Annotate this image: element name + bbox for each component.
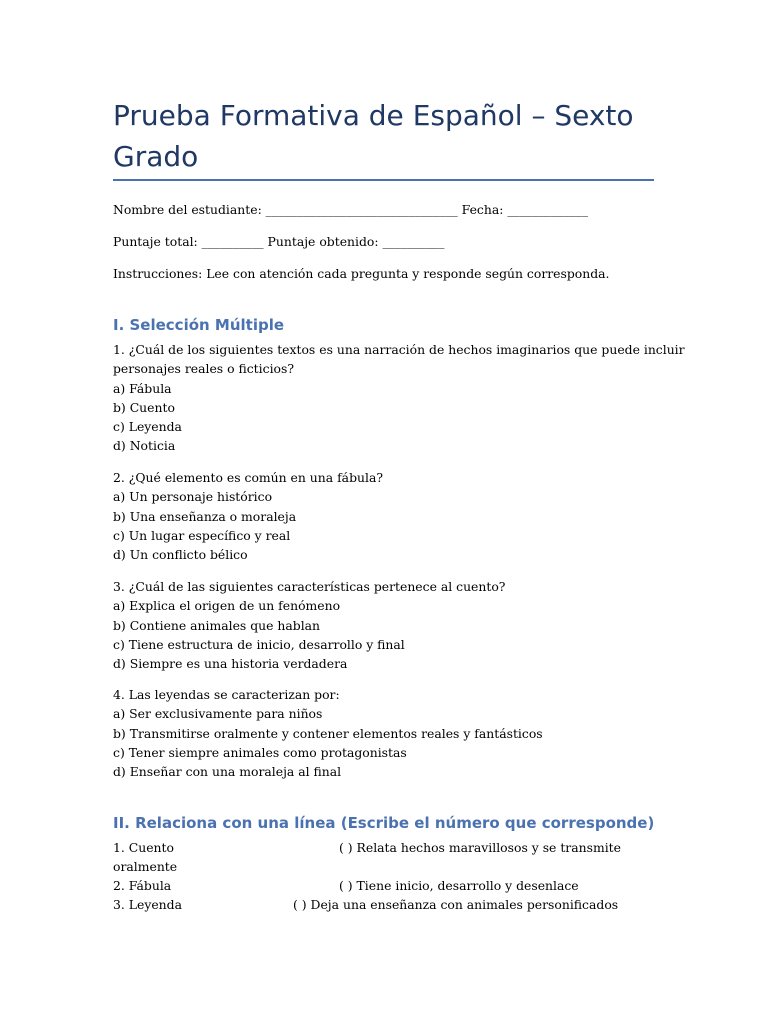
page-title: Prueba Formativa de Español – Sexto Grado	[113, 99, 634, 173]
question-text: 4. Las leyendas se caracterizan por:	[113, 687, 340, 702]
match-right-item: ( ) Deja una enseñanza con animales personificados	[293, 897, 619, 912]
match-right-item: ( ) Tiene inicio, desarrollo y desenlace	[339, 878, 579, 893]
option-a: a) Fábula	[113, 380, 172, 396]
match-left-item: 1. Cuento	[113, 840, 174, 855]
question-3	[113, 577, 505, 673]
option-b: b) Contiene animales que hablan	[113, 617, 321, 633]
question-text-continued: personajes reales o ficticios?	[113, 361, 294, 377]
section-heading-matching: II. Relaciona con una línea (Escribe el número que corresponde)	[113, 814, 655, 832]
match-right-item-continued: oralmente	[113, 859, 178, 874]
question-text: 2. ¿Qué elemento es común en una fábula?	[113, 470, 383, 485]
question-text: 1. ¿Cuál de los siguientes textos es una narración de hechos imaginarios que puede incluir	[113, 342, 685, 357]
option-b: b) Transmitirse oralmente y contener elementos reales y fantásticos	[113, 725, 543, 741]
option-c: c) Un lugar específico y real	[113, 527, 291, 543]
question-1	[113, 340, 685, 456]
option-a: a) Un personaje histórico	[113, 489, 273, 505]
question-4	[113, 685, 543, 781]
option-c: c) Tiene estructura de inicio, desarrollo y final	[113, 636, 405, 652]
option-d: d) Noticia	[113, 438, 176, 454]
match-left-item: 3. Leyenda	[113, 897, 182, 912]
option-a: a) Explica el origen de un fenómeno	[113, 598, 341, 614]
option-a: a) Ser exclusivamente para niños	[113, 706, 323, 722]
score-line: Puntaje total: __________ Puntaje obtenido: __________	[113, 234, 445, 249]
option-b: b) Una enseñanza o moraleja	[113, 508, 297, 524]
option-c: c) Leyenda	[113, 419, 182, 435]
option-c: c) Tener siempre animales como protagonistas	[113, 744, 407, 760]
match-left-item: 2. Fábula	[113, 878, 172, 893]
option-b: b) Cuento	[113, 399, 175, 415]
option-d: d) Siempre es una historia verdadera	[113, 656, 348, 672]
student-name-date-line: Nombre del estudiante: _______________________________ Fecha: _____________	[113, 202, 588, 217]
section-heading-multiple-choice: I. Selección Múltiple	[113, 316, 285, 334]
option-d: d) Un conflicto bélico	[113, 547, 248, 563]
question-2	[113, 468, 383, 564]
option-d: d) Enseñar con una moraleja al final	[113, 764, 342, 780]
question-text: 3. ¿Cuál de las siguientes características pertenece al cuento?	[113, 579, 506, 594]
instructions: Instrucciones: Lee con atención cada pregunta y responde según corresponda.	[113, 266, 610, 281]
match-right-item: ( ) Relata hechos maravillosos y se transmite	[339, 840, 621, 855]
title-underline	[113, 179, 654, 181]
